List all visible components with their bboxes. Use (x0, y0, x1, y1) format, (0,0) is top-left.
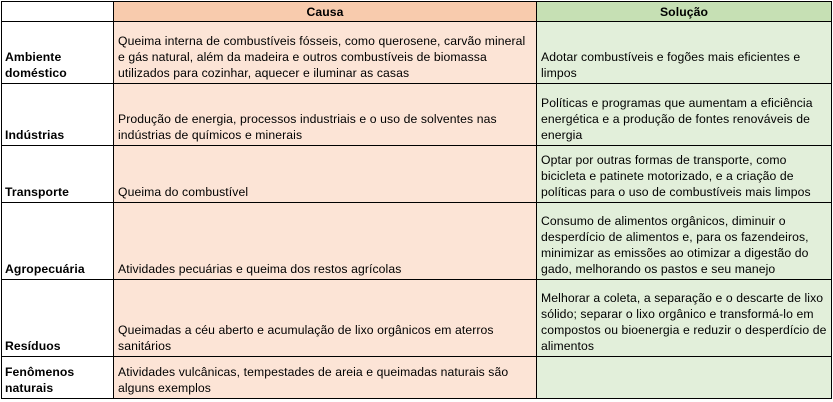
cause-cell[interactable]: Atividades pecuárias e queima dos restos agrícolas (114, 203, 537, 280)
solution-cell[interactable]: Melhorar a coleta, a separação e o descarte de lixo sólido; separar o lixo orgânico e transformá-lo em compostos ou bioenergia e reduzir o desperdício de alimentos (537, 280, 832, 357)
table-row (2, 280, 832, 357)
row-label-agropecuaria[interactable]: Agropecuária (2, 203, 114, 280)
row-label-residuos[interactable]: Resíduos (2, 280, 114, 357)
solution-cell[interactable]: Optar por outras formas de transporte, como bicicleta e patinete motorizado, e a criação de políticas para o uso de combustíveis mais limpos (537, 146, 832, 203)
corner-cell[interactable] (2, 2, 114, 22)
table-row (2, 203, 832, 280)
cause-cell[interactable]: Queima interna de combustíveis fósseis, como querosene, carvão mineral e gás natural, além da madeira e outros combustíveis de biomassa utilizados para cozinhar, aquecer e iluminar as casas (114, 22, 537, 84)
header-solucao[interactable]: Solução (537, 2, 832, 22)
solution-cell[interactable]: Adotar combustíveis e fogões mais eficientes e limpos (537, 22, 832, 84)
table-row (2, 22, 832, 84)
cause-cell[interactable]: Atividades vulcânicas, tempestades de areia e queimadas naturais são alguns exemplos (114, 357, 537, 399)
causes-solutions-table (1, 1, 832, 399)
table-row (2, 146, 832, 203)
cause-cell[interactable]: Produção de energia, processos industriais e o uso de solventes nas indústrias de químicos e minerais (114, 84, 537, 146)
cause-cell[interactable]: Queima do combustível (114, 146, 537, 203)
table-row (2, 357, 832, 399)
row-label-ambiente-domestico[interactable]: Ambiente doméstico (2, 22, 114, 84)
row-label-industrias[interactable]: Indústrias (2, 84, 114, 146)
row-label-fenomenos-naturais[interactable]: Fenômenos naturais (2, 357, 114, 399)
table-row (2, 84, 832, 146)
solution-cell[interactable]: Políticas e programas que aumentam a eficiência energética e a produção de fontes renováveis de energia (537, 84, 832, 146)
cause-cell[interactable]: Queimadas a céu aberto e acumulação de lixo orgânicos em aterros sanitários (114, 280, 537, 357)
solution-cell[interactable]: Consumo de alimentos orgânicos, diminuir o desperdício de alimentos e, para os fazendeiros, minimizar as emissões ao otimizar a digestão do gado, melhorando os pastos e seu manejo (537, 203, 832, 280)
header-causa[interactable]: Causa (114, 2, 537, 22)
solution-cell[interactable] (537, 357, 832, 399)
header-row (2, 2, 832, 22)
row-label-transporte[interactable]: Transporte (2, 146, 114, 203)
